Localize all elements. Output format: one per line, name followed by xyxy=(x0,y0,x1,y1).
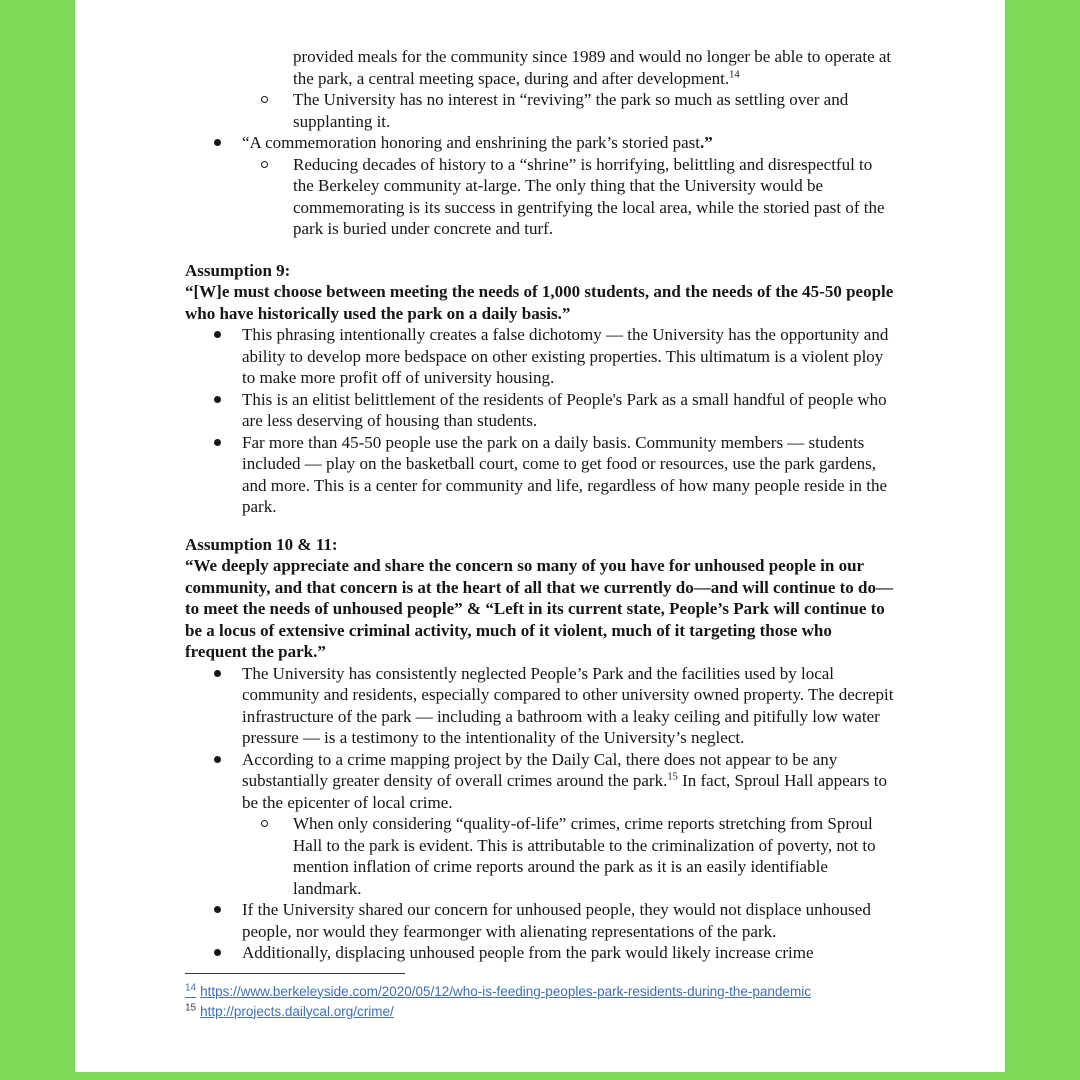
bullet-circle-icon xyxy=(261,96,268,103)
footnote-ref-15: 15 xyxy=(667,771,678,783)
list-item xyxy=(185,89,895,132)
paragraph-continuation xyxy=(185,46,895,89)
bullet-disc-icon xyxy=(214,139,221,146)
list-item-text: Reducing decades of history to a “shrine” is horrifying, belittling and disrespectful to the Berkeley community at-large. The only thing that the University would be commemorating is its success in gentrifying the local area, while the storied past of the park is buried under concrete and turf. xyxy=(293,154,885,238)
footnote-15-url[interactable]: http://projects.dailycal.org/crime/ xyxy=(200,1003,394,1019)
bullet-circle-icon xyxy=(261,161,268,168)
list-item xyxy=(185,813,895,899)
list-item xyxy=(185,749,895,814)
footnote-divider xyxy=(185,973,405,974)
list-item-text: This is an elitist belittlement of the residents of People's Park as a small handful of people who are less deserving of housing than students. xyxy=(242,389,887,430)
footnote-14-marker: 14 xyxy=(185,982,197,993)
list-item-text: According to a crime mapping project by the Daily Cal, there does not appear to be any substantially greater density of overall crimes around the park. xyxy=(242,749,838,790)
list-item-text: Additionally, displacing unhoused people from the park would likely increase crime xyxy=(242,943,814,962)
bullet-disc-icon xyxy=(214,396,221,403)
list-item-text: The University has consistently neglected People’s Park and the facilities used by local community and residents, especially compared to other university owned property. The decrepit infrastructure of the park — including a bathroom with a leaky ceiling and pitifully low water pressure — is a testimony to the intentionality of the University’s neglect. xyxy=(242,663,894,747)
list-item-text: The University has no interest in “reviving” the park so much as settling over and supplanting it. xyxy=(293,90,849,131)
document-content xyxy=(185,46,895,1022)
list-item xyxy=(185,663,895,749)
footnote-15-marker: 15 xyxy=(185,1002,197,1013)
document-page xyxy=(75,0,1005,1072)
footnotes-area xyxy=(185,973,895,1022)
section-assumption-10-11 xyxy=(185,534,895,964)
section-quote: “[W]e must choose between meeting the needs of 1,000 students, and the needs of the 45-50 people who have historically used the park on a daily basis.” xyxy=(185,282,894,323)
bullet-disc-icon xyxy=(214,331,221,338)
list-item xyxy=(185,432,895,518)
section-assumption-9 xyxy=(185,260,895,518)
bullet-disc-icon xyxy=(214,949,221,956)
list-item-text: “A commemoration honoring and enshrining the park’s storied past xyxy=(242,133,700,152)
bullet-circle-icon xyxy=(261,820,268,827)
bullet-disc-icon xyxy=(214,439,221,446)
list-item-text-bold: .” xyxy=(699,133,713,152)
footnote-14-url[interactable]: https://www.berkeleyside.com/2020/05/12/who-is-feeding-peoples-park-residents-during-the-pandemic xyxy=(200,983,811,999)
continuation-text: provided meals for the community since 1989 and would no longer be able to operate at the park, a central meeting space, during and after development. xyxy=(293,47,892,88)
bullet-disc-icon xyxy=(214,756,221,763)
bullet-disc-icon xyxy=(214,670,221,677)
list-item xyxy=(185,942,895,964)
list-item xyxy=(185,154,895,240)
section-quote: “We deeply appreciate and share the concern so many of you have for unhoused people in our community, and that concern is at the heart of all that we currently do—and will continue to do—to meet the needs of unhoused people” & “Left in its current state, People’s Park will continue to be a locus of extensive criminal activity, much of it violent, much of it targeting those who frequent the park.” xyxy=(185,556,894,661)
list-item-text: When only considering “quality-of-life” crimes, crime reports stretching from Sproul Hall to the park is evident. This is attributable to the criminalization of poverty, not to mention inflation of crime reports around the park as it is an easily identifiable landmark. xyxy=(293,814,876,898)
footnote-14-link[interactable] xyxy=(185,984,811,999)
footnote-14 xyxy=(185,982,895,1002)
bullet-disc-icon xyxy=(214,906,221,913)
footnote-15 xyxy=(185,1002,895,1022)
list-item xyxy=(185,899,895,942)
footnote-ref-14: 14 xyxy=(729,68,740,80)
section-heading: Assumption 9: xyxy=(185,260,291,280)
list-item xyxy=(185,324,895,389)
list-item-text: If the University shared our concern for unhoused people, they would not displace unhoused people, nor would they fearmonger with alienating representations of the park. xyxy=(242,900,871,941)
section-heading: Assumption 10 & 11: xyxy=(185,534,338,554)
list-item-text: In fact, Sproul Hall appears to be the epicenter of local crime. xyxy=(242,771,887,812)
list-item xyxy=(185,132,895,154)
list-item xyxy=(185,389,895,432)
list-item-text: Far more than 45-50 people use the park on a daily basis. Community members — students included — play on the basketball court, come to get food or resources, use the park gardens, and more. This is a center for community and life, regardless of how many people reside in the park. xyxy=(242,432,888,516)
list-item-text: This phrasing intentionally creates a false dichotomy — the University has the opportunity and ability to develop more bedspace on other existing properties. This ultimatum is a violent ploy to make more profit off of university housing. xyxy=(242,325,889,387)
